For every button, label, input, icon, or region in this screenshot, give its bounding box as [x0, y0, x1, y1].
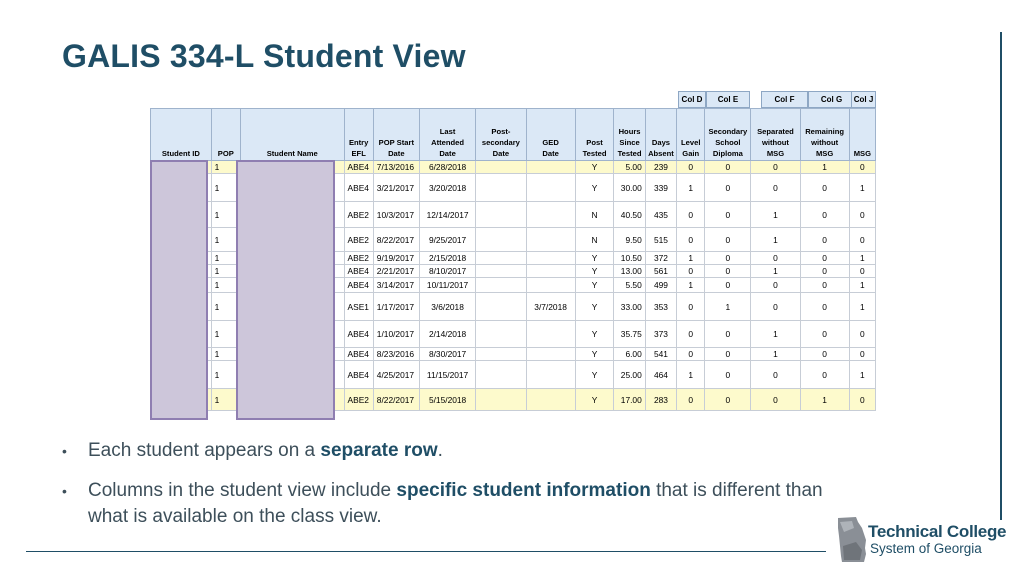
bullet-segment: Columns in the student view include — [88, 480, 397, 501]
table-cell — [526, 252, 575, 265]
table-header-cell: MSG — [849, 109, 875, 161]
table-header-cell: Secondary School Diploma — [705, 109, 751, 161]
table-cell: 515 — [645, 228, 676, 252]
table-cell — [476, 361, 526, 389]
table-cell: Y — [575, 161, 614, 174]
table-cell: 0 — [800, 252, 849, 265]
table-cell: 13.00 — [614, 265, 645, 278]
table-cell: ABE4 — [344, 174, 373, 202]
table-cell: 499 — [645, 278, 676, 293]
column-group-label: Col G — [808, 91, 855, 108]
table-cell: 0 — [751, 174, 800, 202]
table-cell: 9.50 — [614, 228, 645, 252]
column-group-label: Col F — [761, 91, 808, 108]
table-cell — [476, 174, 526, 202]
table-cell: 0 — [677, 293, 705, 321]
table-cell: Y — [575, 348, 614, 361]
table-cell — [476, 161, 526, 174]
bullet-list — [62, 438, 862, 530]
table-cell: ABE2 — [344, 202, 373, 228]
table-cell: 0 — [677, 228, 705, 252]
table-cell: ABE4 — [344, 278, 373, 293]
table-cell: 12/14/2017 — [419, 202, 475, 228]
table-cell: 3/7/2018 — [526, 293, 575, 321]
table-cell: 8/22/2017 — [373, 389, 419, 411]
table-cell: ABE2 — [344, 389, 373, 411]
table-cell: 9/19/2017 — [373, 252, 419, 265]
table-cell: 0 — [705, 202, 751, 228]
table-cell — [476, 228, 526, 252]
table-cell: Y — [575, 265, 614, 278]
table-cell: ABE4 — [344, 265, 373, 278]
table-cell: 0 — [705, 321, 751, 348]
table-cell: 1 — [849, 174, 875, 202]
table-cell — [526, 228, 575, 252]
table-header-cell: Last Attended Date — [419, 109, 475, 161]
table-cell: 1 — [800, 161, 849, 174]
table-cell: 7/13/2016 — [373, 161, 419, 174]
table-cell: 17.00 — [614, 389, 645, 411]
table-header-cell: POP — [211, 109, 240, 161]
table-cell: Y — [575, 293, 614, 321]
tcsg-logo — [834, 516, 1006, 568]
logo-line-2: System of Georgia — [870, 541, 982, 556]
table-cell: 0 — [849, 348, 875, 361]
bullet-dot: • — [62, 483, 67, 499]
table-cell: 0 — [800, 321, 849, 348]
table-header-cell: POP Start Date — [373, 109, 419, 161]
table-cell: 283 — [645, 389, 676, 411]
table-cell — [476, 389, 526, 411]
bullet-emphasis: specific student information — [396, 480, 651, 501]
table-cell: 1 — [211, 293, 240, 321]
table-cell: 1 — [677, 278, 705, 293]
table-cell: 0 — [800, 293, 849, 321]
table-cell: 0 — [677, 161, 705, 174]
table-cell: 10/3/2017 — [373, 202, 419, 228]
table-cell: Y — [575, 278, 614, 293]
table-cell: 1 — [211, 174, 240, 202]
table-cell: 5.50 — [614, 278, 645, 293]
table-cell — [526, 278, 575, 293]
table-cell: 8/10/2017 — [419, 265, 475, 278]
table-cell: 1/10/2017 — [373, 321, 419, 348]
table-cell: 0 — [677, 321, 705, 348]
table-cell: 0 — [800, 348, 849, 361]
table-cell: 9/25/2017 — [419, 228, 475, 252]
table-cell: 4/25/2017 — [373, 361, 419, 389]
table-cell: 0 — [800, 278, 849, 293]
table-cell — [476, 252, 526, 265]
table-cell: 40.50 — [614, 202, 645, 228]
table-cell: 5.00 — [614, 161, 645, 174]
table-cell: 0 — [849, 202, 875, 228]
table-cell: 2/15/2018 — [419, 252, 475, 265]
table-cell: 1 — [211, 202, 240, 228]
table-cell: N — [575, 228, 614, 252]
table-cell: N — [575, 202, 614, 228]
table-cell: ABE4 — [344, 361, 373, 389]
table-cell: 25.00 — [614, 361, 645, 389]
table-cell: 10/11/2017 — [419, 278, 475, 293]
table-cell: 1 — [211, 252, 240, 265]
table-cell: 0 — [751, 252, 800, 265]
table-cell: 8/30/2017 — [419, 348, 475, 361]
table-cell: 0 — [705, 361, 751, 389]
bullet-emphasis: separate row — [320, 440, 438, 461]
table-cell: 1 — [705, 293, 751, 321]
table-cell: Y — [575, 252, 614, 265]
table-cell: 1 — [677, 174, 705, 202]
table-cell: 0 — [705, 265, 751, 278]
table-cell — [476, 321, 526, 348]
table-cell: 373 — [645, 321, 676, 348]
table-cell: 1 — [211, 265, 240, 278]
table-cell: 3/6/2018 — [419, 293, 475, 321]
table-cell — [476, 293, 526, 321]
table-cell — [476, 265, 526, 278]
table-cell: 0 — [705, 278, 751, 293]
table-cell: 0 — [705, 252, 751, 265]
table-cell — [526, 321, 575, 348]
table-cell: 6/28/2018 — [419, 161, 475, 174]
table-cell: Y — [575, 361, 614, 389]
table-cell: 0 — [800, 202, 849, 228]
table-cell: 353 — [645, 293, 676, 321]
table-cell: ABE4 — [344, 348, 373, 361]
table-header-cell: Post- secondary Date — [476, 109, 526, 161]
table-cell: 0 — [705, 348, 751, 361]
table-cell: 561 — [645, 265, 676, 278]
table-cell: 1 — [849, 293, 875, 321]
table-cell: 3/14/2017 — [373, 278, 419, 293]
table-cell: 1 — [849, 361, 875, 389]
table-cell: 1 — [677, 252, 705, 265]
table-cell: 0 — [705, 174, 751, 202]
bullet-text — [88, 440, 443, 461]
table-cell: 1/17/2017 — [373, 293, 419, 321]
table-cell: 1 — [211, 348, 240, 361]
bullet-item — [62, 438, 862, 464]
table-cell — [526, 348, 575, 361]
table-cell: 0 — [849, 389, 875, 411]
table-cell: 0 — [677, 265, 705, 278]
table-cell: 0 — [677, 389, 705, 411]
table-cell: 1 — [211, 321, 240, 348]
table-cell — [526, 265, 575, 278]
table-cell: 239 — [645, 161, 676, 174]
table-cell: 3/21/2017 — [373, 174, 419, 202]
bullet-segment: . — [437, 440, 443, 461]
table-cell: 0 — [705, 228, 751, 252]
table-cell: 0 — [677, 202, 705, 228]
table-cell: 0 — [705, 389, 751, 411]
table-cell: ABE2 — [344, 228, 373, 252]
table-cell: 0 — [751, 361, 800, 389]
logo-line-1: Technical College — [868, 522, 1007, 541]
table-cell: 0 — [849, 321, 875, 348]
table-cell: 1 — [800, 389, 849, 411]
table-cell: 2/14/2018 — [419, 321, 475, 348]
georgia-state-icon — [834, 516, 868, 564]
table-header-cell: Entry EFL — [344, 109, 373, 161]
table-cell: 1 — [751, 321, 800, 348]
table-cell: 1 — [677, 361, 705, 389]
table-cell: 8/23/2016 — [373, 348, 419, 361]
table-cell: ABE4 — [344, 161, 373, 174]
table-cell: 11/15/2017 — [419, 361, 475, 389]
table-cell: 0 — [849, 265, 875, 278]
table-cell — [526, 361, 575, 389]
student-view-table-image — [150, 95, 876, 420]
table-cell: 0 — [751, 389, 800, 411]
table-cell — [476, 348, 526, 361]
table-cell: 0 — [705, 161, 751, 174]
table-cell: Y — [575, 389, 614, 411]
table-cell: 33.00 — [614, 293, 645, 321]
table-cell: 1 — [211, 161, 240, 174]
column-group-label: Col D — [678, 91, 706, 108]
table-cell — [476, 278, 526, 293]
bullet-segment: that is different than what is available on the class view. — [88, 480, 823, 527]
table-cell: 435 — [645, 202, 676, 228]
table-cell: 0 — [800, 174, 849, 202]
table-cell: 1 — [751, 202, 800, 228]
table-cell: 0 — [751, 161, 800, 174]
table-cell: 30.00 — [614, 174, 645, 202]
table-cell: 1 — [211, 228, 240, 252]
table-cell — [526, 174, 575, 202]
table-cell: 8/22/2017 — [373, 228, 419, 252]
table-cell: 1 — [849, 278, 875, 293]
table-cell: 0 — [800, 228, 849, 252]
table-cell: 464 — [645, 361, 676, 389]
table-cell: 0 — [751, 293, 800, 321]
table-cell: 0 — [800, 361, 849, 389]
page-title: GALIS 334-L Student View — [62, 38, 466, 74]
table-cell: 1 — [751, 348, 800, 361]
table-header-cell: Hours Since Tested — [614, 109, 645, 161]
table-cell: ABE2 — [344, 252, 373, 265]
redacted-student-id-column — [150, 160, 208, 420]
table-header-cell: Post Tested — [575, 109, 614, 161]
table-cell: 372 — [645, 252, 676, 265]
table-cell: 0 — [677, 348, 705, 361]
table-cell: 35.75 — [614, 321, 645, 348]
bottom-divider — [26, 551, 826, 552]
column-group-label: Col J — [851, 91, 876, 108]
table-cell: Y — [575, 321, 614, 348]
bullet-item — [62, 478, 862, 530]
table-cell: 1 — [751, 265, 800, 278]
table-header-cell: Separated without MSG — [751, 109, 800, 161]
table-cell: 10.50 — [614, 252, 645, 265]
table-cell — [526, 161, 575, 174]
table-header-cell: Student ID — [151, 109, 212, 161]
table-cell: 2/21/2017 — [373, 265, 419, 278]
table-cell: ABE4 — [344, 321, 373, 348]
bullet-dot: • — [62, 443, 67, 459]
table-cell — [526, 389, 575, 411]
table-cell: ASE1 — [344, 293, 373, 321]
table-cell: 0 — [751, 278, 800, 293]
table-cell: 1 — [211, 361, 240, 389]
table-header-cell: Level Gain — [677, 109, 705, 161]
table-cell: 339 — [645, 174, 676, 202]
table-header-cell: GED Date — [526, 109, 575, 161]
table-cell: 1 — [211, 389, 240, 411]
table-cell: 3/20/2018 — [419, 174, 475, 202]
bullet-segment: Each student appears on a — [88, 440, 321, 461]
bullet-text — [88, 480, 823, 527]
table-header-cell: Days Absent — [645, 109, 676, 161]
table-cell — [476, 202, 526, 228]
table-cell: 541 — [645, 348, 676, 361]
table-cell: 1 — [849, 252, 875, 265]
table-cell — [526, 202, 575, 228]
table-cell: 0 — [800, 265, 849, 278]
table-cell: Y — [575, 174, 614, 202]
table-cell: 5/15/2018 — [419, 389, 475, 411]
column-group-label: Col E — [706, 91, 750, 108]
table-cell: 1 — [211, 278, 240, 293]
right-divider — [1000, 32, 1002, 520]
table-cell: 1 — [751, 228, 800, 252]
table-cell: 0 — [849, 228, 875, 252]
table-header-cell: Student Name — [240, 109, 344, 161]
table-cell: 0 — [849, 161, 875, 174]
table-cell: 6.00 — [614, 348, 645, 361]
table-header-cell: Remaining without MSG — [800, 109, 849, 161]
redacted-student-name-column — [236, 160, 335, 420]
